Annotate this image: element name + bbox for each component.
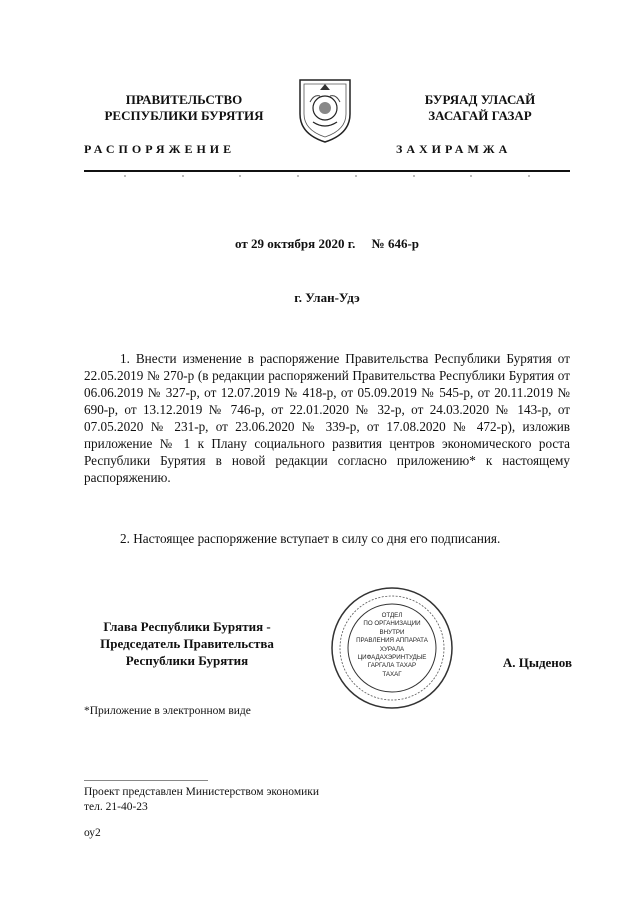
official-stamp: [330, 586, 454, 710]
org-name-line2: РЕСПУБЛИКИ БУРЯТИЯ: [104, 108, 264, 123]
doc-type-left: РАСПОРЯЖЕНИЕ: [84, 142, 236, 156]
stamp-text: ОТДЕЛ ПО ОРГАНИЗАЦИИ ВНУТРИ ПРАВЛЕНИЯ АППАРАТА ХУРАЛА ЦИФАДАХЭРИНТУДЫЕ ГАРГАЛА ТАХАР ТАХАГ: [356, 612, 428, 678]
org-name-bur-line2: ЗАСАГАЙ ГАЗАР: [428, 108, 532, 123]
coat-of-arms-icon: [296, 74, 354, 144]
org-name-bur-line1: БУРЯАД УЛАСАЙ: [424, 92, 536, 107]
footnote: *Приложение в электронном виде: [84, 705, 251, 717]
signatory-title-line1: Глава Республики Бурятия -: [103, 619, 271, 634]
date-number: от 29 октября 2020 г. № 646-р: [234, 236, 420, 251]
signatory-title-line2: Председатель Правительства: [100, 636, 274, 651]
prepared-by: Проект представлен Министерством экономики: [84, 786, 320, 798]
doc-code: оу2: [84, 827, 101, 839]
contact-phone: тел. 21-40-23: [84, 801, 148, 813]
doc-type-right: ЗАХИРАМЖА: [396, 142, 512, 156]
paragraph-1: 1. Внести изменение в распоряжение Правительства Республики Бурятия от 22.05.2019 № 270-р (в редакции распоряжений Правительства Республики Бурятия от 06.06.2019 № 327-р, от 12.07.2019 № 418-р, от 05.09.2019 № 545-р, от 20.11.2019 № 690-р, от 13.12.2019 № 746-р, от 22.01.2020 № 32-р, от 24.03.2020 № 143-р, от 07.05.2020 № 231-р, от 23.06.2020 № 339-р, от 17.08.2020 № 472-р), изложив приложение № 1 к Плану социального развития центров экономического роста Республики Бурятия в новой редакции согласно приложению* к настоящему распоряжению.: [84, 351, 570, 485]
header-right: [380, 92, 580, 124]
signatory-title-line3: Республики Бурятия: [125, 653, 249, 668]
header-left: [84, 92, 284, 124]
signatory-title: [84, 618, 290, 669]
paragraph-2: 2. Настоящее распоряжение вступает в силу со дня его подписания.: [120, 531, 501, 546]
footer-divider: [84, 780, 208, 781]
header-dots: [84, 175, 570, 179]
org-name-line1: ПРАВИТЕЛЬСТВО: [125, 92, 243, 107]
header-divider: [84, 170, 570, 172]
city: г. Улан-Удэ: [294, 290, 360, 305]
signatory-name: А. Цыденов: [502, 655, 572, 670]
